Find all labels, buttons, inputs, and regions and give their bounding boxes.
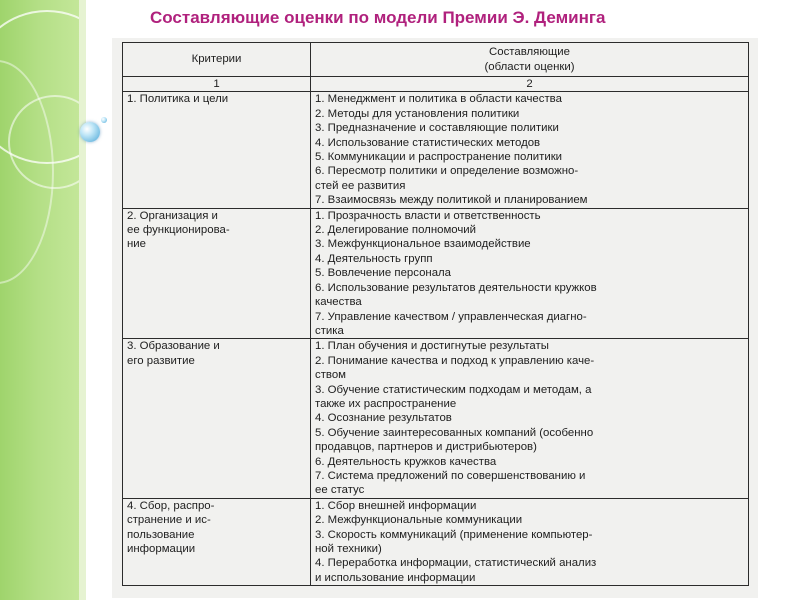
component-item: 7. Система предложений по совершенствованию и bbox=[315, 469, 586, 482]
criterion-text: 1. Политика и цели bbox=[127, 93, 229, 106]
component-item: 2. Межфункциональные коммуникации bbox=[315, 514, 523, 527]
component-item: 7. Взаимосвязь между политикой и планированием bbox=[315, 194, 588, 207]
table-row bbox=[123, 498, 749, 585]
components-cell bbox=[311, 498, 749, 585]
criterion-cell bbox=[123, 92, 311, 208]
header-components bbox=[311, 43, 749, 77]
component-item: 1. План обучения и достигнутые результаты bbox=[315, 340, 549, 353]
component-item: 5. Коммуникации и распространение политики bbox=[315, 151, 563, 164]
table-number-row bbox=[123, 77, 749, 92]
table-row bbox=[123, 92, 749, 208]
criterion-cell bbox=[123, 208, 311, 339]
header-components-label: Составляющие bbox=[489, 46, 570, 59]
component-item: ной техники) bbox=[315, 543, 382, 555]
component-item: 4. Использование статистических методов bbox=[315, 136, 541, 149]
strip-edge bbox=[79, 0, 86, 600]
criterion-text: ние bbox=[127, 238, 146, 251]
criterion-text: ее функционирова- bbox=[127, 224, 230, 237]
criterion-text: информации bbox=[127, 543, 196, 555]
slide-title: Составляющие оценки по модели Премии Э. Деминга bbox=[150, 8, 606, 27]
component-item: 6. Использование результатов деятельности кружков bbox=[315, 281, 597, 294]
component-item: 3. Обучение статистическим подходам и методам, а bbox=[315, 383, 592, 396]
table-row bbox=[123, 208, 749, 339]
components-cell bbox=[311, 92, 749, 208]
criterion-cell bbox=[123, 339, 311, 498]
criterion-text: 2. Организация и bbox=[127, 209, 218, 222]
component-item: стей ее развития bbox=[315, 179, 406, 192]
components-cell bbox=[311, 208, 749, 339]
component-item: 2. Методы для установления политики bbox=[315, 107, 520, 120]
header-components-sublabel: (области оценки) bbox=[484, 60, 575, 73]
component-item: 1. Сбор внешней информации bbox=[315, 499, 477, 512]
component-item: 5. Обучение заинтересованных компаний (особенно bbox=[315, 426, 594, 439]
column-number-1: 1 bbox=[123, 77, 311, 92]
component-item: качества bbox=[315, 296, 362, 309]
decorative-side-strip bbox=[0, 0, 86, 600]
criterion-cell bbox=[123, 498, 311, 585]
components-cell bbox=[311, 339, 749, 498]
table-body bbox=[123, 92, 749, 586]
header-criteria-label: Критерии bbox=[191, 53, 242, 66]
scanned-table-image bbox=[112, 38, 758, 598]
component-item: 4. Деятельность групп bbox=[315, 252, 433, 265]
component-item: 3. Скорость коммуникаций (применение компьютер- bbox=[315, 528, 593, 541]
component-item: 2. Делегирование полномочий bbox=[315, 224, 477, 237]
criteria-table bbox=[122, 42, 749, 586]
component-item: и использование информации bbox=[315, 571, 476, 584]
component-item: ее статус bbox=[315, 484, 365, 497]
component-item: 3. Предназначение и составляющие политики bbox=[315, 122, 559, 135]
component-item: продавцов, партнеров и дистрибьютеров) bbox=[315, 441, 537, 454]
component-item: также их распространение bbox=[315, 397, 457, 410]
component-item: 5. Вовлечение персонала bbox=[315, 267, 452, 280]
component-item: 4. Осознание результатов bbox=[315, 412, 452, 425]
component-item: 2. Понимание качества и подход к управлению каче- bbox=[315, 354, 595, 367]
component-item: ством bbox=[315, 369, 347, 382]
component-item: 1. Менеджмент и политика в области качества bbox=[315, 93, 562, 106]
criterion-text: странение и ис- bbox=[127, 514, 211, 527]
table-header-row bbox=[123, 43, 749, 77]
component-item: стика bbox=[315, 324, 344, 337]
decorative-bubble bbox=[80, 122, 100, 142]
component-item: 1. Прозрачность власти и ответственность bbox=[315, 209, 541, 222]
component-item: 6. Пересмотр политики и определение возможно- bbox=[315, 165, 579, 178]
criterion-text: его развитие bbox=[127, 354, 195, 367]
component-item: 6. Деятельность кружков качества bbox=[315, 455, 497, 468]
header-criteria bbox=[123, 43, 311, 77]
decorative-bubble-small bbox=[101, 117, 107, 123]
criterion-text: 4. Сбор, распро- bbox=[127, 499, 215, 512]
table-row bbox=[123, 339, 749, 498]
component-item: 4. Переработка информации, статистический анализ bbox=[315, 557, 597, 570]
component-item: 7. Управление качеством / управленческая диагно- bbox=[315, 310, 587, 323]
component-item: 3. Межфункциональное взаимодействие bbox=[315, 238, 531, 251]
criterion-text: 3. Образование и bbox=[127, 340, 220, 353]
criterion-text: пользование bbox=[127, 528, 195, 541]
column-number-2: 2 bbox=[311, 77, 749, 92]
